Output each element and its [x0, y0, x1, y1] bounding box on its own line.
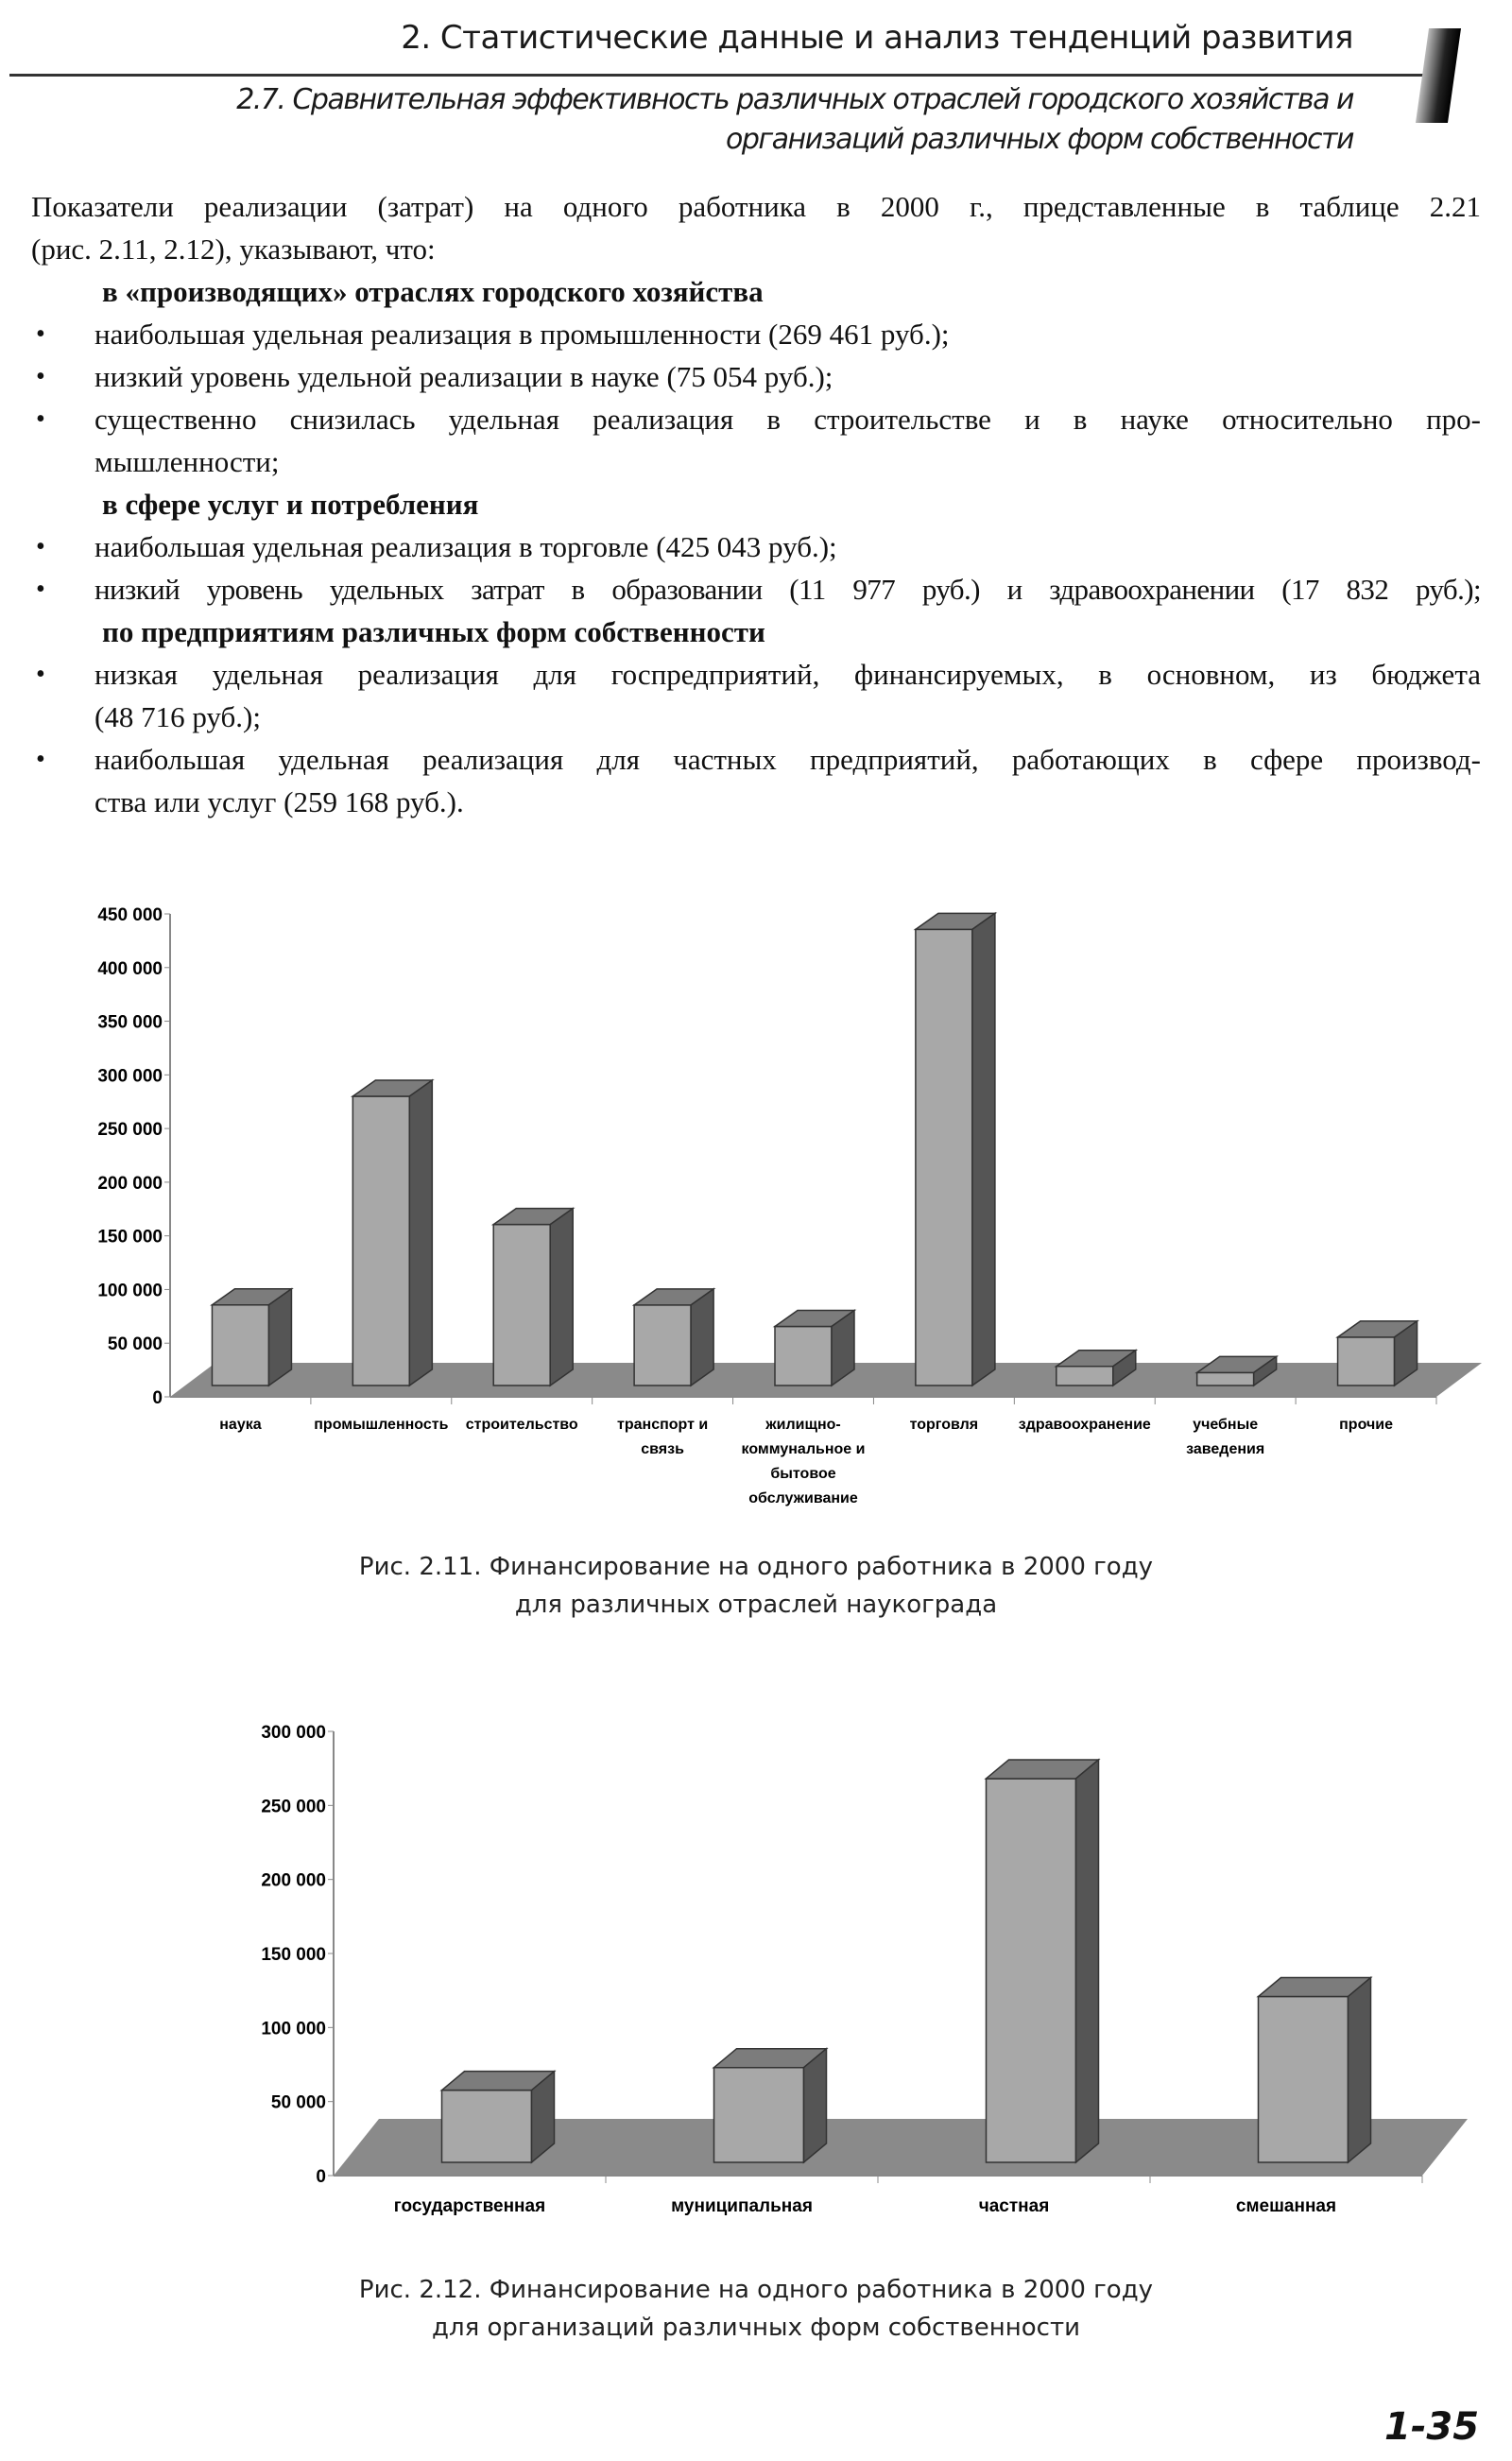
figure-caption: Рис. 2.12. Финансирование на одного работника в 2000 году	[358, 2276, 1154, 2304]
chart-fig-2-12	[261, 1723, 1468, 2216]
y-tick-label: 350 000	[97, 1012, 163, 1033]
bar	[987, 1760, 1099, 2162]
bar-front	[714, 2068, 804, 2162]
x-tick-label: коммунальное и	[741, 1441, 866, 1457]
y-tick-label: 400 000	[97, 958, 163, 979]
bullet-icon: •	[36, 660, 45, 689]
figure-caption: Рис. 2.11. Финансирование на одного работника в 2000 году	[358, 1553, 1154, 1581]
bar-front	[442, 2091, 532, 2162]
bar-front	[634, 1305, 691, 1385]
bar-side	[804, 2049, 827, 2162]
bar-side	[409, 1080, 432, 1385]
y-tick-label: 450 000	[97, 905, 163, 925]
y-tick-label: 250 000	[261, 1797, 326, 1817]
x-tick-label: транспорт и	[617, 1417, 709, 1433]
bar-front	[775, 1327, 832, 1385]
list-item-cont: (48 716 руб.);	[94, 700, 261, 733]
intro-line: (рис. 2.11, 2.12), указывают, что:	[31, 232, 436, 266]
bullet-icon: •	[36, 745, 45, 774]
x-tick-label: смешанная	[1235, 2196, 1337, 2216]
bullet-icon: •	[36, 575, 45, 604]
y-tick-label: 200 000	[97, 1173, 163, 1194]
bar-side	[268, 1289, 291, 1385]
y-tick-label: 150 000	[261, 1945, 326, 1965]
x-tick-label: жилищно-	[765, 1417, 841, 1433]
bar	[714, 2049, 827, 2162]
y-tick-label: 100 000	[261, 2019, 326, 2039]
intro-line: Показатели реализации (затрат) на одного работника в 2000 г., представленные в таблице 2.21	[31, 190, 1481, 223]
x-tick-label: прочие	[1339, 1417, 1393, 1433]
list-item: низкий уровень удельных затрат в образовании (11 977 руб.) и здравоохранении (17 832 руб.);	[94, 573, 1481, 606]
bullet-icon: •	[36, 362, 45, 391]
bar-front	[1338, 1337, 1395, 1385]
x-tick-label: торговля	[909, 1417, 979, 1433]
bar-front	[1259, 1997, 1349, 2162]
figure-caption: для различных отраслей наукограда	[514, 1591, 998, 1619]
bullet-icon: •	[36, 404, 45, 434]
bar	[352, 1080, 432, 1385]
bullet-icon: •	[36, 532, 45, 561]
bar-front	[1057, 1367, 1113, 1385]
y-tick-label: 50 000	[107, 1334, 163, 1355]
bar-side	[972, 913, 995, 1385]
bar	[916, 913, 995, 1385]
bar-side	[691, 1289, 713, 1385]
section-title-line2: организаций различных форм собственности	[725, 123, 1353, 156]
x-tick-label: частная	[978, 2196, 1050, 2216]
subheading: в «производящих» отраслях городского хозяйства	[102, 275, 764, 308]
y-tick-label: 0	[152, 1388, 163, 1408]
x-tick-label: муниципальная	[671, 2196, 813, 2216]
y-tick-label: 250 000	[97, 1120, 163, 1141]
subheading: по предприятиям различных форм собственности	[102, 615, 765, 648]
bar-side	[1349, 1978, 1371, 2162]
bullet-icon: •	[36, 319, 45, 349]
y-tick-label: 100 000	[97, 1281, 163, 1301]
y-tick-label: 200 000	[261, 1870, 326, 1891]
bar	[775, 1311, 854, 1385]
list-item: наибольшая удельная реализация для частных предприятий, работающих в сфере производ-	[94, 743, 1481, 776]
list-item: низкий уровень удельной реализации в науке (75 054 руб.);	[94, 360, 833, 393]
y-tick-label: 300 000	[261, 1723, 326, 1743]
bar	[1338, 1321, 1418, 1385]
y-tick-label: 300 000	[97, 1066, 163, 1087]
x-tick-label: государственная	[393, 2196, 546, 2216]
bar-front	[212, 1305, 268, 1385]
bar-front	[352, 1096, 409, 1385]
x-tick-label: заведения	[1186, 1441, 1265, 1457]
page-number: 1-35	[1384, 2405, 1480, 2449]
x-tick-label: связь	[641, 1441, 684, 1457]
x-tick-label: здравоохранение	[1018, 1417, 1151, 1433]
y-tick-label: 50 000	[270, 2092, 326, 2113]
figure-caption: для организаций различных форм собственности	[432, 2314, 1080, 2342]
x-tick-label: обслуживание	[748, 1490, 858, 1506]
bar	[634, 1289, 713, 1385]
section-title-line1: 2.7. Сравнительная эффективность различных отраслей городского хозяйства и	[236, 83, 1353, 116]
x-tick-label: учебные	[1193, 1417, 1259, 1433]
list-item: существенно снизилась удельная реализация в строительстве и в науке относительно про-	[94, 403, 1481, 436]
list-item-cont: мышленности;	[94, 445, 280, 478]
bar	[212, 1289, 291, 1385]
bar-front	[493, 1225, 550, 1385]
bar-side	[1076, 1760, 1099, 2162]
x-tick-label: промышленность	[314, 1417, 449, 1433]
bar-front	[987, 1779, 1076, 2162]
list-item: наибольшая удельная реализация в промышленности (269 461 руб.);	[94, 318, 950, 351]
y-tick-label: 150 000	[97, 1227, 163, 1248]
bar	[442, 2072, 555, 2162]
x-tick-label: бытовое	[770, 1466, 836, 1482]
bar-front	[1197, 1372, 1254, 1385]
chart-fig-2-11	[97, 905, 1482, 1506]
list-item-cont: ства или услуг (259 168 руб.).	[94, 785, 464, 818]
x-tick-label: наука	[219, 1417, 262, 1433]
y-tick-label: 0	[316, 2167, 326, 2187]
bar-front	[916, 929, 972, 1385]
bar	[1259, 1978, 1371, 2162]
list-item: низкая удельная реализация для госпредприятий, финансируемых, в основном, из бюджета	[94, 658, 1481, 691]
list-item: наибольшая удельная реализация в торговле (425 043 руб.);	[94, 530, 837, 563]
bar-side	[550, 1209, 573, 1385]
subheading: в сфере услуг и потребления	[102, 488, 479, 521]
bar	[493, 1209, 573, 1385]
chapter-title: 2. Статистические данные и анализ тенденций развития	[401, 19, 1353, 57]
x-tick-label: строительство	[465, 1417, 578, 1433]
